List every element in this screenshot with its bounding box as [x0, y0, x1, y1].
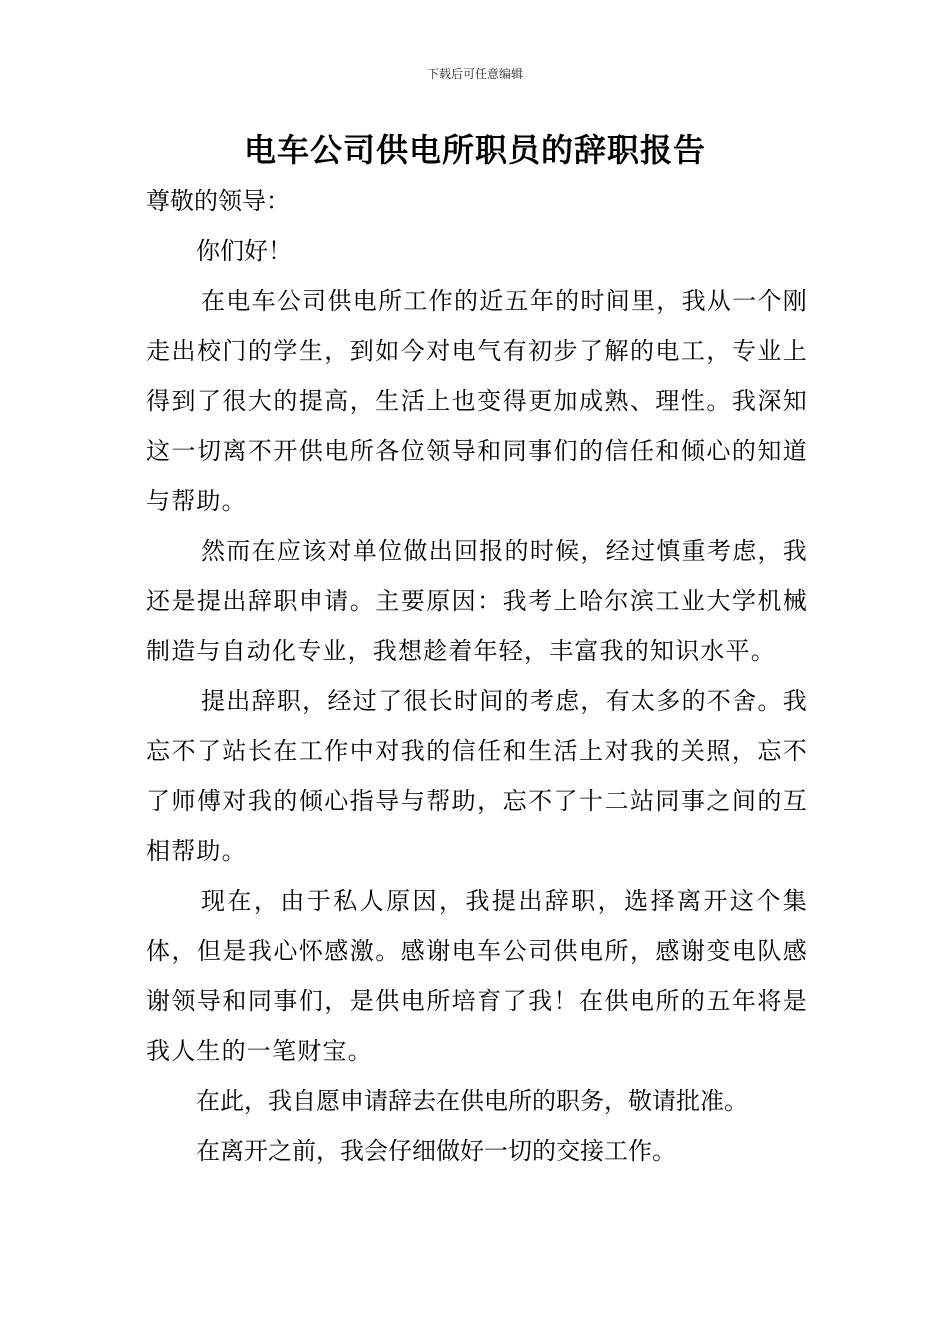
closing-handover: 在离开之前，我会仔细做好一切的交接工作。	[196, 1137, 676, 1165]
paragraph-gratitude: 现在，由于私人原因，我提出辞职，选择离开这个集体，但是我心怀感激。感谢电车公司供电所，感谢变电队感谢领导和同事们，是供电所培育了我！在供电所的五年将是我人生的一笔财宝。	[146, 887, 808, 1065]
paragraph-experience: 在电车公司供电所工作的近五年的时间里，我从一个刚走出校门的学生，到如今对电气有初步了解的电工，专业上得到了很大的提高，生活上也变得更加成熟、理性。我深知这一切离不开供电所各位领导和同事们的信任和倾心的知道与帮助。	[146, 287, 808, 515]
document-title: 电车公司供电所职员的辞职报告	[243, 131, 706, 169]
paragraph-reluctance: 提出辞职，经过了很长时间的考虑，有太多的不舍。我忘不了站长在工作中对我的信任和生活上对我的关照，忘不了师傅对我的倾心指导与帮助，忘不了十二站同事之间的互相帮助。	[146, 687, 808, 865]
closing-request: 在此，我自愿申请辞去在供电所的职务，敬请批准。	[196, 1087, 748, 1115]
salutation: 尊敬的领导：	[146, 187, 290, 215]
paragraph-reason: 然而在应该对单位做出回报的时候，经过慎重考虑，我还是提出辞职申请。主要原因：我考上哈尔滨工业大学机械制造与自动化专业，我想趁着年轻，丰富我的知识水平。	[146, 537, 808, 665]
greeting: 你们好！	[196, 237, 292, 265]
header-note: 下载后可任意编辑	[426, 67, 523, 81]
letter-body	[146, 176, 808, 1176]
